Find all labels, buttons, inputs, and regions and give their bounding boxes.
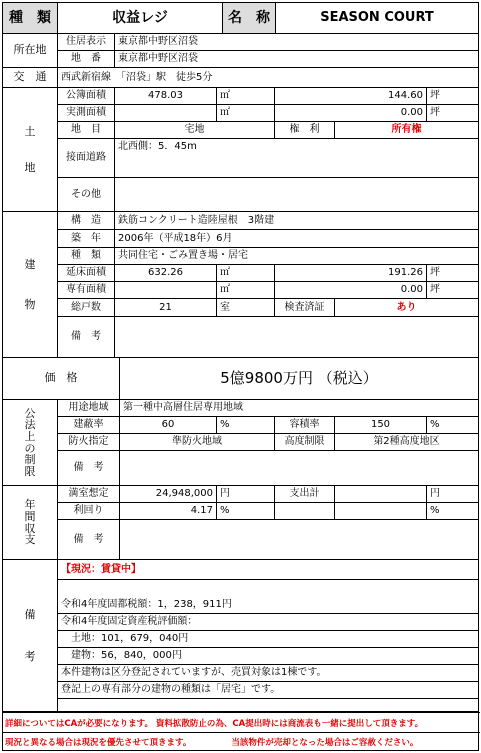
notes-char: 考: [24, 649, 36, 663]
legal-char: 限: [24, 464, 36, 478]
building-floor-area-unit: ㎡: [217, 265, 275, 282]
building-structure-label: 構 造: [58, 212, 115, 230]
building-section: [3, 212, 58, 358]
income-char: 支: [24, 533, 36, 547]
notes-line: 令和4年度固定資産税評価額：: [58, 614, 479, 631]
type-value: 収益レジ: [58, 3, 223, 34]
land-other-label: その他: [58, 178, 115, 212]
building-units-label: 総戸数: [58, 299, 115, 317]
building-char: 物: [24, 297, 36, 311]
land-measured-area-tsubo: 0.00: [275, 105, 427, 122]
notes-blank: [58, 580, 479, 597]
building-inspection-label: 検査済証: [275, 299, 335, 317]
full-occupancy-label: 満室想定: [58, 486, 120, 503]
name-value: SEASON COURT: [276, 3, 479, 34]
height-value: 第2種高度地区: [335, 434, 479, 451]
address-label: 住居表示: [58, 34, 115, 51]
building-remarks-label: 備 考: [58, 317, 115, 358]
type-label: 種 類: [3, 3, 58, 34]
income-remarks-value: [120, 520, 479, 560]
notes-line: 本件建物は区分登記されていますが、売買対象は1棟です。: [58, 665, 479, 682]
land-category-label: 地 目: [58, 122, 115, 139]
expense-unit: 円: [427, 486, 479, 503]
building-tsubo-unit: 坪: [427, 265, 479, 282]
building-units-unit: 室: [217, 299, 275, 317]
price-label: 価 格: [3, 358, 120, 400]
notes-section: [3, 560, 58, 712]
land-registry-area-label: 公簿面積: [58, 88, 115, 105]
building-floor-area-value: 632.26: [115, 265, 217, 282]
far-value: 150: [335, 417, 427, 434]
far-unit: %: [427, 417, 479, 434]
lot-label: 地 番: [58, 51, 115, 68]
land-category-value: 宅地: [115, 122, 275, 139]
legal-char: 上: [24, 429, 36, 443]
building-char: 建: [24, 257, 36, 271]
fire-label: 防火指定: [58, 434, 120, 451]
notes-line: 令和4年度固都税額：1，238，911円: [58, 597, 479, 614]
building-structure-value: 鉄筋コンクリート造陸屋根 3階建: [115, 212, 479, 230]
bcr-unit: %: [217, 417, 275, 434]
legal-char: 公: [24, 406, 36, 420]
footer-text: 現況と異なる場合は現況を優先させて頂きます。: [5, 738, 192, 748]
income-remarks-label: 備 考: [58, 520, 120, 560]
land-tsubo-unit: 坪: [427, 105, 479, 122]
building-private-area-tsubo: 0.00: [275, 282, 427, 299]
land-right-label: 権 利: [275, 122, 335, 139]
building-units-value: 21: [115, 299, 217, 317]
bcr-label: 建蔽率: [58, 417, 120, 434]
zoning-label: 用途地域: [58, 400, 120, 417]
land-char: 地: [24, 160, 36, 174]
land-registry-area-value: 478.03: [115, 88, 217, 105]
legal-char: の: [24, 441, 36, 455]
traffic-value: 西武新宿線 「沼袋」駅 徒歩5分: [58, 68, 479, 88]
name-label: 名 称: [223, 3, 276, 34]
land-measured-area-unit: ㎡: [217, 105, 275, 122]
land-section: [3, 88, 58, 212]
yield-extra-value: [335, 503, 427, 520]
zoning-value: 第一種中高層住居専用地域: [120, 400, 479, 417]
notes-char: 備: [24, 607, 36, 621]
footer-text: 当該物件が売却となった場合はご容赦ください。: [231, 738, 419, 748]
building-floor-area-tsubo: 191.26: [275, 265, 427, 282]
building-private-area-label: 専有面積: [58, 282, 115, 299]
land-tsubo-unit: 坪: [427, 88, 479, 105]
land-measured-area-value: [115, 105, 217, 122]
land-road-value: 北西側：5．45m: [115, 139, 479, 178]
property-sheet: [2, 2, 479, 751]
land-right-value: 所有権: [335, 122, 479, 139]
expense-value: [335, 486, 427, 503]
building-private-area-unit: ㎡: [217, 282, 275, 299]
full-occupancy-value: 24,948,000: [120, 486, 217, 503]
building-built-label: 築 年: [58, 230, 115, 248]
yield-extra-unit: %: [427, 503, 479, 520]
building-remarks-value: [115, 317, 479, 358]
building-kind-value: 共同住宅・ごみ置き場・居宅: [115, 248, 479, 265]
land-registry-area-unit: ㎡: [217, 88, 275, 105]
fire-value: 準防火地域: [120, 434, 275, 451]
footer-text: 詳細についてはCAが必要になります。 資料拡散防止の為、CA提出時には商流表も一緒に提出して頂きます。: [5, 718, 424, 729]
land-measured-area-label: 実測面積: [58, 105, 115, 122]
notes-line: 建物：56，840，000円: [58, 648, 479, 665]
income-section: [3, 486, 58, 560]
legal-char: 法: [24, 418, 36, 432]
building-kind-label: 種 類: [58, 248, 115, 265]
building-built-value: 2006年（平成18年）6月: [115, 230, 479, 248]
building-tsubo-unit: 坪: [427, 282, 479, 299]
yield-label: 利回り: [58, 503, 120, 520]
yield-value: 4.17: [120, 503, 217, 520]
income-char: 年: [24, 498, 36, 512]
legal-remarks-value: [120, 451, 479, 486]
building-inspection-value: あり: [335, 299, 479, 317]
expense-label: 支出計: [275, 486, 335, 503]
yield-unit: %: [217, 503, 275, 520]
notes-line: 土地：101，679，040円: [58, 631, 479, 648]
building-private-area-value: [115, 282, 217, 299]
full-occupancy-unit: 円: [217, 486, 275, 503]
income-char: 間: [24, 509, 36, 523]
notes-line: 登記上の専有部分の建物の種類は「居宅」です。: [58, 682, 479, 699]
traffic-section: 交 通: [3, 68, 58, 88]
footer-disclaimer-1: [3, 712, 480, 732]
land-road-label: 接面道路: [58, 139, 115, 178]
income-char: 収: [24, 521, 36, 535]
legal-remarks-label: 備 考: [58, 451, 120, 486]
notes-status: 【現況：賃貸中】: [58, 560, 479, 580]
footer-disclaimer-2: [3, 732, 480, 751]
legal-char: 制: [24, 453, 36, 467]
price-value: 5億9800万円 （税込）: [120, 358, 479, 400]
lot-value: 東京都中野区沼袋: [115, 51, 479, 68]
land-char: 土: [24, 124, 36, 138]
bcr-value: 60: [120, 417, 217, 434]
location-section: 所在地: [3, 34, 58, 68]
height-label: 高度制限: [275, 434, 335, 451]
far-label: 容積率: [275, 417, 335, 434]
land-registry-area-tsubo: 144.60: [275, 88, 427, 105]
yield-extra-blank: [275, 503, 335, 520]
land-other-value: [115, 178, 479, 212]
building-floor-area-label: 延床面積: [58, 265, 115, 282]
legal-section: [3, 400, 58, 486]
address-value: 東京都中野区沼袋: [115, 34, 479, 51]
notes-blank: [58, 699, 479, 712]
